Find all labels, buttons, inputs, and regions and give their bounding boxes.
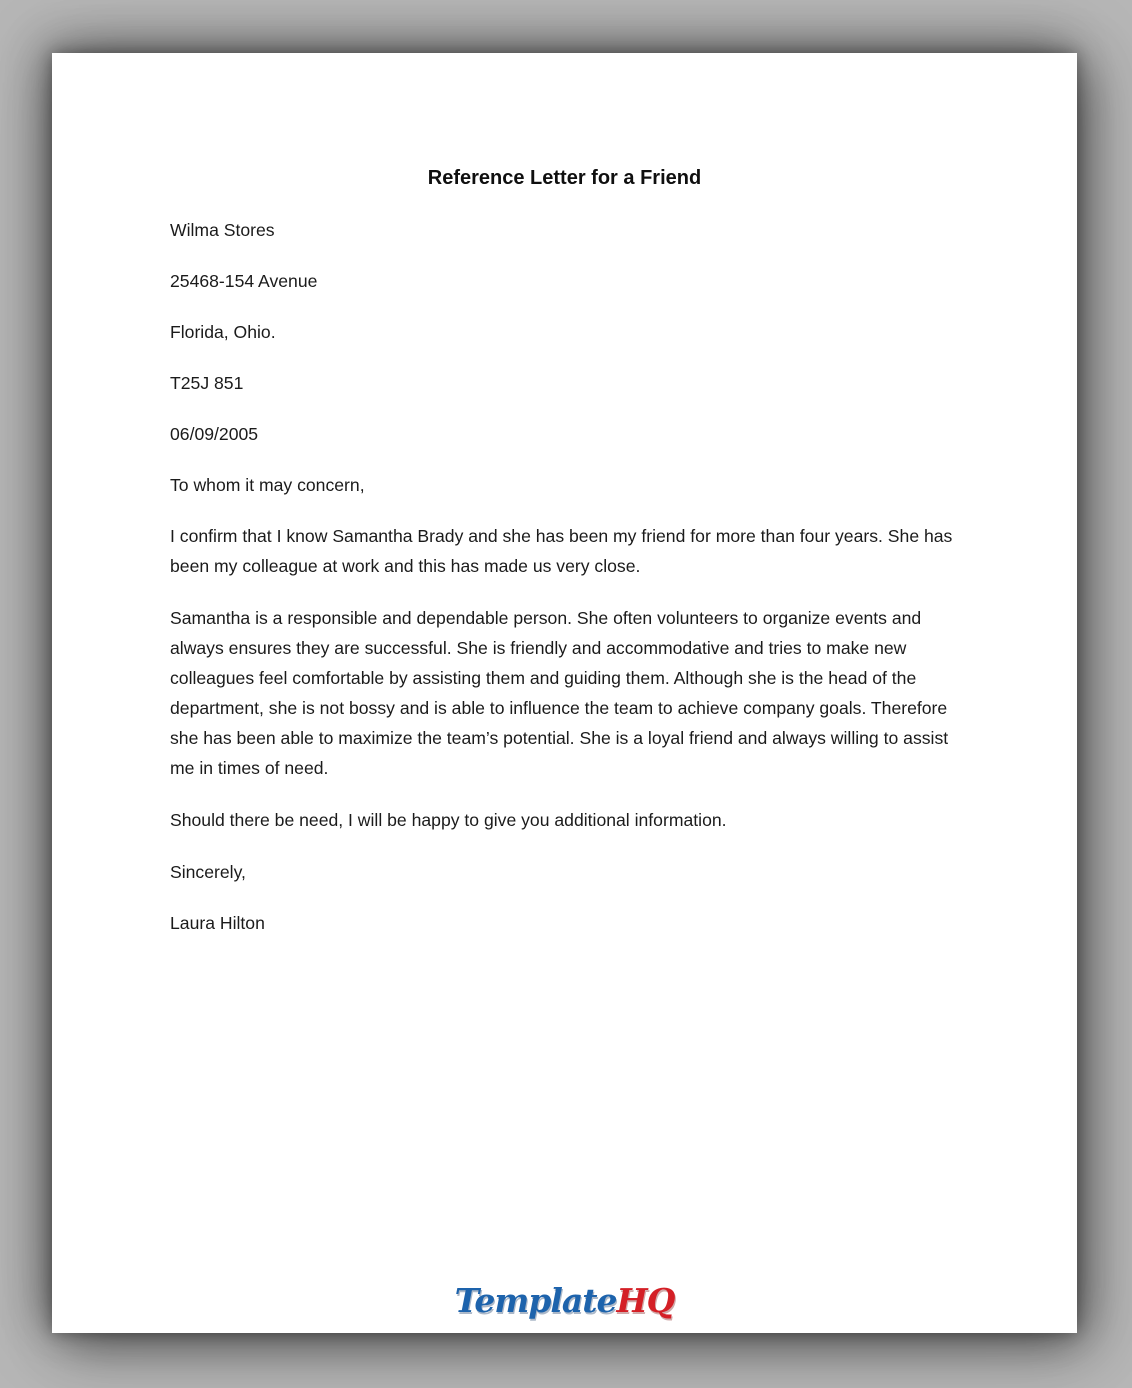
- salutation-line: To whom it may concern,: [170, 475, 365, 495]
- letter-title: Reference Letter for a Friend: [427, 167, 702, 189]
- sender-name-line: Wilma Stores: [170, 220, 275, 240]
- letter-date-line: 06/09/2005: [170, 424, 259, 444]
- sender-address-line: 25468-154 Avenue: [170, 271, 318, 291]
- body-paragraph-2: Samantha is a responsible and dependable person. She often volunteers to organize events and always ensures they are successful. She is friendly and accommodative and tries to make new colleagues feel comfortable by assisting them and guiding them. Although she is the head of the department, she is not bossy and is able to influence the team to achieve company goals. Therefore she has been able to maximize the team’s potential. She is a loyal friend and always willing to assist me in times of need.: [170, 608, 949, 778]
- sender-city-line: Florida, Ohio.: [170, 322, 276, 342]
- sender-postal-code-line: T25J 851: [170, 373, 244, 393]
- closing-line: Sincerely,: [170, 862, 246, 882]
- letter-page: [52, 53, 1077, 1333]
- letter-content: [52, 53, 1077, 938]
- logo-template-text: Template: [454, 1281, 617, 1320]
- brand-logo: [52, 1282, 1077, 1320]
- body-paragraph-3: Should there be need, I will be happy to give you additional information.: [170, 810, 727, 830]
- signature-line: Laura Hilton: [170, 913, 265, 933]
- logo-hq-text: HQ: [616, 1281, 675, 1320]
- body-paragraph-1: I confirm that I know Samantha Brady and she has been my friend for more than four years. She has been my colleague at work and this has made us very close.: [170, 526, 953, 576]
